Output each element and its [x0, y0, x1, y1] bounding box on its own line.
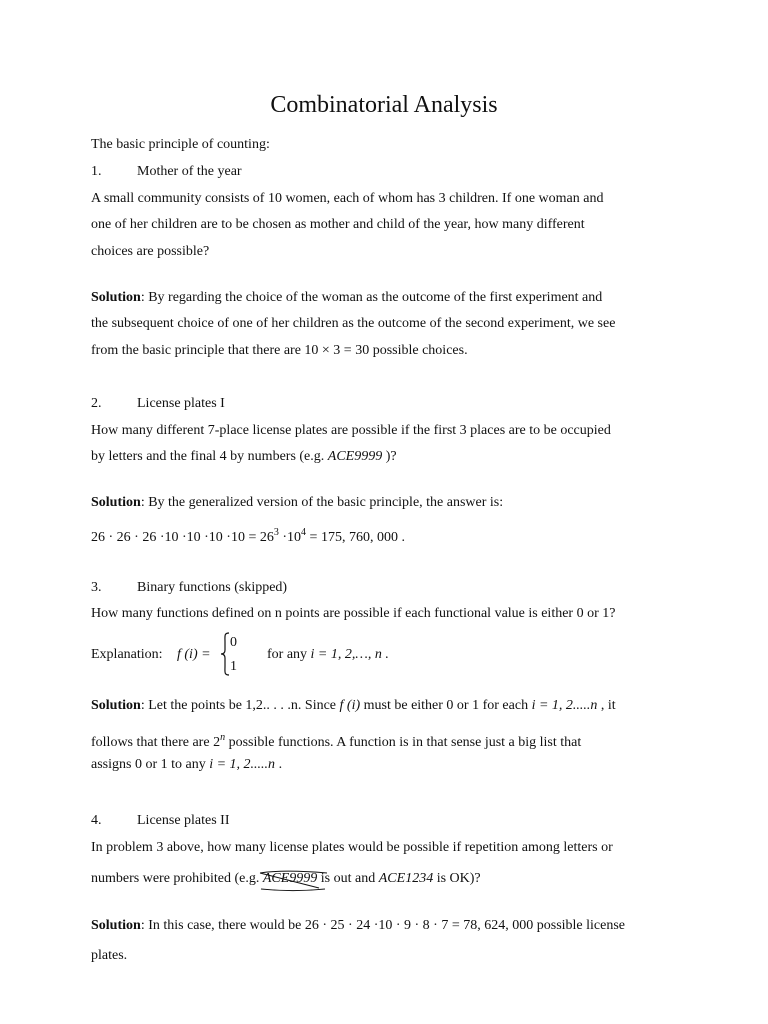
problem-4-solution-line: plates.: [91, 948, 128, 963]
problem-number: 2.: [91, 396, 102, 411]
problem-2-equation: $26 \cdot 26 \cdot 26 \cdot 10 \cdot 10 \cdot 10 \cdot 10 = 26^3 \cdot 10^4 = 175$, 760, 000 .: [91, 527, 405, 545]
intro-text: The basic principle of counting:: [91, 137, 270, 152]
problem-1-question-line: choices are possible?: [91, 244, 210, 259]
problem-3-question-line: How many functions defined on n points are possible if each functional value is either 0 or 1?: [91, 606, 616, 621]
problem-title: Binary functions (skipped): [137, 580, 288, 595]
math-expression: i = 1, 2.....n: [209, 757, 276, 772]
problem-3-explanation-label: Explanation:: [91, 647, 163, 662]
struck-example: ACE9999: [263, 871, 317, 886]
math-expression: f (i): [339, 698, 361, 713]
math-expression: ACE9999: [327, 449, 383, 464]
problem-1-solution-line: from the basic principle that there are 10 × 3 = 30 possible choices.: [91, 343, 468, 358]
problem-title: License plates I: [137, 396, 225, 411]
problem-2-solution-line: Solution: By the generalized version of the basic principle, the answer is:: [91, 495, 504, 510]
math-expression: 2: [213, 735, 221, 750]
problem-3-solution-line: assigns 0 or 1 to any i = 1, 2.....n .: [91, 757, 283, 772]
problem-title: Mother of the year: [137, 164, 242, 179]
problem-3-solution-line: Solution: Let the points be 1,2.. . . .n. Since f (i) must be either 0 or 1 for each i = 1, 2.....n , it: [91, 698, 616, 713]
problem-1-solution-line: the subsequent choice of one of her children as the outcome of the second experiment, we see: [91, 316, 616, 331]
solution-label: Solution: [91, 918, 141, 933]
math-expression: ACE1234: [378, 871, 434, 886]
problem-number: 4.: [91, 813, 102, 828]
piecewise-function: f (i) =: [177, 647, 211, 662]
problem-3-solution-line: follows that there are 2$^n$ possible functions. A function is in that sense just a big list that: [91, 732, 582, 750]
explanation-range: for any i = 1, 2,…, n .: [267, 647, 389, 662]
math-expression: 26 · 25 · 24 ·10 · 9 · 8 · 7 = 78, 624, 000: [304, 918, 534, 933]
problem-2-question-line: by letters and the final 4 by numbers (e.g. ACE9999 )?: [91, 449, 397, 464]
left-brace-icon: [220, 632, 230, 676]
case-value: 0: [230, 635, 237, 650]
solution-label: Solution: [91, 698, 141, 713]
math-expression: i = 1, 2,…, n .: [310, 647, 389, 662]
problem-4-question-line: In problem 3 above, how many license plates would be possible if repetition among letters or: [91, 840, 613, 855]
math-expression: 10 × 3 = 30: [304, 343, 370, 358]
problem-4-solution-line: Solution: In this case, there would be 26 · 25 · 24 ·10 · 9 · 8 · 7 = 78, 624, 000 possible license: [91, 918, 626, 933]
problem-2-heading: [91, 394, 225, 414]
problem-1-question-line: A small community consists of 10 women, each of whom has 3 children. If one woman and: [91, 191, 604, 206]
problem-4-heading: [91, 811, 230, 831]
problem-2-question-line: How many different 7-place license plates are possible if the first 3 places are to be occupied: [91, 423, 611, 438]
problem-number: 3.: [91, 580, 102, 595]
problem-title: License plates II: [137, 813, 230, 828]
solution-label: Solution: [91, 290, 141, 305]
solution-label: Solution: [91, 495, 141, 510]
problem-1-heading: [91, 162, 242, 182]
problem-3-heading: [91, 578, 287, 598]
case-value: 1: [230, 659, 237, 674]
problem-4-question-line: numbers were prohibited (e.g. ACE9999 is out and ACE1234 is OK)?: [91, 869, 481, 889]
problem-1-question-line: one of her children are to be chosen as mother and child of the year, how many different: [91, 217, 585, 232]
problem-number: 1.: [91, 164, 102, 179]
page-title: Combinatorial Analysis: [270, 92, 498, 118]
math-expression: i = 1, 2.....n: [531, 698, 598, 713]
problem-1-solution-line: Solution: By regarding the choice of the woman as the outcome of the first experiment and: [91, 290, 603, 305]
strikethrough-icon: [259, 869, 329, 893]
